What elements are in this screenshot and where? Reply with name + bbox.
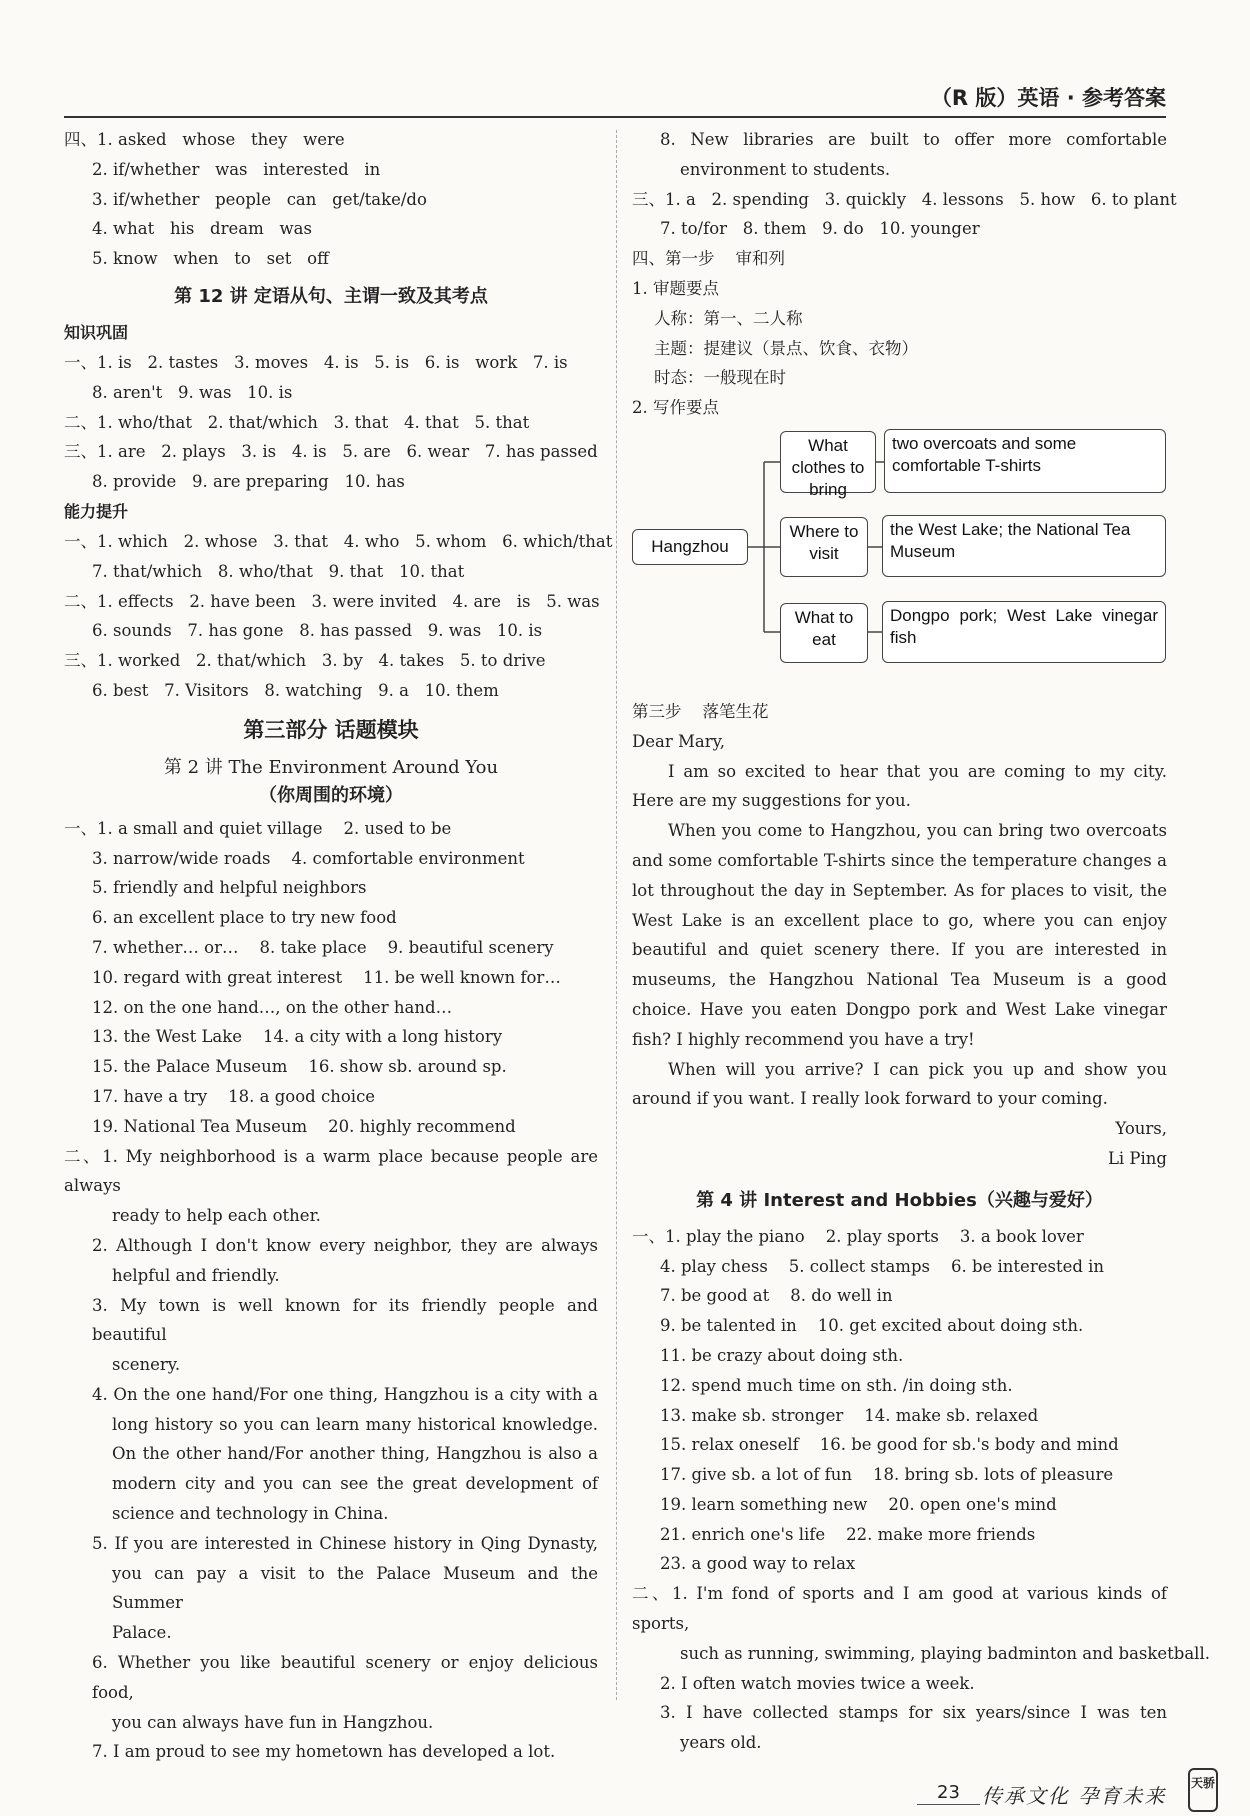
answer-line: 12. spend much time on sth. /in doing sth.: [660, 1375, 1013, 1395]
page-number: 23: [937, 1782, 960, 1803]
step-3-heading: 第三步 落笔生花: [632, 701, 769, 721]
answer-line: ready to help each other.: [112, 1206, 321, 1226]
answer-line: 二、1. effects 2. have been 3. were invited 4. are is 5. was: [64, 591, 600, 611]
page-header: [64, 82, 1166, 118]
lesson-4-title: 第 4 讲 Interest and Hobbies（兴趣与爱好）: [696, 1189, 1103, 1211]
answer-line: scenery.: [112, 1355, 181, 1375]
right-column: [632, 125, 1210, 1758]
answer-line: 7. I am proud to see my hometown has developed a lot.: [92, 1742, 556, 1762]
answer-line: 17. give sb. a lot of fun 18. bring sb. lots of pleasure: [660, 1465, 1114, 1485]
answer-line: 8. New libraries are built to offer more comfortable: [660, 130, 1167, 149]
answer-line: 12. on the one hand…, on the other hand…: [92, 997, 453, 1017]
answer-line: 3. narrow/wide roads 4. comfortable environment: [92, 848, 525, 868]
answer-line: 3. if/whether people can get/take/do: [92, 189, 427, 209]
answer-line: science and technology in China.: [112, 1504, 389, 1524]
root-node: Hangzhou: [632, 529, 748, 565]
answer-line: 9. be talented in 10. get excited about doing sth.: [660, 1316, 1084, 1336]
person-note: 人称：第一、二人称: [654, 308, 803, 328]
answer-line: 7. whether… or… 8. take place 9. beautiful scenery: [92, 937, 554, 957]
answer-line: 8. provide 9. are preparing 10. has: [92, 472, 405, 492]
answer-line: 11. be crazy about doing sth.: [660, 1345, 904, 1365]
publisher-slogan: 传承文化 孕育未来: [982, 1784, 1167, 1808]
answer-line: 5. If you are interested in Chinese history in Qing Dynasty,: [92, 1533, 598, 1553]
answer-line: 一、1. a small and quiet village 2. used to be: [64, 818, 452, 838]
answer-line: 三、1. a 2. spending 3. quickly 4. lessons 5. how 6. to plant: [632, 189, 1177, 209]
answer-line: 21. enrich one's life 22. make more friends: [660, 1524, 1036, 1544]
answer-line: 4. On the one hand/For one thing, Hangzhou is a city with a: [92, 1384, 598, 1404]
answer-line: 19. National Tea Museum 20. highly recommend: [92, 1116, 516, 1136]
answer-line: 三、1. are 2. plays 3. is 4. is 5. are 6. wear 7. has passed: [64, 442, 598, 462]
answer-line: 一、1. is 2. tastes 3. moves 4. is 5. is 6. is work 7. is: [64, 352, 568, 372]
header-title: （R 版）英语 · 参考答案: [930, 86, 1166, 110]
column-divider: [616, 130, 617, 1700]
answer-line: 6. best 7. Visitors 8. watching 9. a 10. them: [92, 680, 499, 700]
answer-line: you can always have fun in Hangzhou.: [112, 1712, 434, 1732]
answer-line: modern city and you can see the great development of: [112, 1474, 598, 1494]
publisher-logo: 天骄: [1188, 1768, 1218, 1812]
analysis-heading: 1. 审题要点: [632, 278, 719, 298]
answer-line: 4. what his dream was: [92, 219, 312, 239]
step-1-heading: 四、第一步 审和列: [632, 249, 785, 269]
answer-line: 5. know when to set off: [92, 249, 329, 269]
answer-line: 一、1. play the piano 2. play sports 3. a book lover: [632, 1226, 1084, 1246]
question-node: What to eat: [780, 603, 868, 663]
answer-line: 10. regard with great interest 11. be well known for…: [92, 967, 561, 987]
answer-line: long history so you can learn many historical knowledge.: [112, 1414, 598, 1434]
answer-line: 7. be good at 8. do well in: [660, 1286, 893, 1306]
answer-line: 15. relax oneself 16. be good for sb.'s body and mind: [660, 1435, 1119, 1455]
answer-line: 4. play chess 5. collect stamps 6. be interested in: [660, 1256, 1105, 1276]
answer-line: 三、1. worked 2. that/which 3. by 4. takes 5. to drive: [64, 651, 546, 671]
lesson-12-title: 第 12 讲 定语从句、主谓一致及其考点: [174, 285, 488, 307]
letter-paragraph: When you come to Hangzhou, you can bring two overcoats and some comfortable T-shirts since the temperature changes a lot throughout the day in September. As for places to visit, the West Lake is an excellent place to go, where you can enjoy beautiful and quiet scenery there. If you are interested in museums, the Hangzhou National Tea Museum is a good choice. Have you eaten Dongpo pork and West Lake vinegar fish? I highly recommend you have a try!: [632, 821, 1167, 1049]
answer-line: years old.: [680, 1733, 762, 1753]
answer-line: 3. My town is well known for its friendly people and beautiful: [92, 1295, 598, 1345]
letter-paragraph: I am so excited to hear that you are coming to my city. Here are my suggestions for you.: [632, 761, 1167, 811]
answer-line: helpful and friendly.: [112, 1265, 280, 1285]
writing-points-heading: 2. 写作要点: [632, 398, 719, 418]
theme-note: 主题：提建议（景点、饮食、衣物）: [654, 338, 918, 358]
letter-closing: Yours,: [1115, 1119, 1167, 1139]
subhead-zhishi: 知识巩固: [64, 322, 129, 342]
answer-line: 一、1. which 2. whose 3. that 4. who 5. whom 6. which/that: [64, 531, 613, 551]
answer-line: On the other hand/For another thing, Hangzhou is also a: [112, 1444, 598, 1464]
answer-line: 5. friendly and helpful neighbors: [92, 878, 367, 898]
lesson-2-title: 第 2 讲 The Environment Around You: [163, 756, 499, 778]
answer-line: you can pay a visit to the Palace Museum and the Summer: [112, 1563, 598, 1613]
answer-line: 23. a good way to relax: [660, 1554, 856, 1574]
answer-line: such as running, swimming, playing badminton and basketball.: [680, 1643, 1210, 1663]
question-node: What clothes to bring: [780, 431, 876, 493]
answer-line: Palace.: [112, 1623, 172, 1643]
answer-line: 2. I often watch movies twice a week.: [660, 1673, 975, 1693]
letter-greeting: Dear Mary,: [632, 731, 725, 751]
answer-node: two overcoats and some comfortable T-shirts: [884, 429, 1166, 493]
answer-line: 2. Although I don't know every neighbor, they are always: [92, 1235, 598, 1255]
answer-line: 二、1. who/that 2. that/which 3. that 4. that 5. that: [64, 412, 530, 432]
answer-line: 2. if/whether was interested in: [92, 159, 381, 179]
answer-line: 3. I have collected stamps for six years/since I was ten: [660, 1703, 1167, 1723]
answer-line: 15. the Palace Museum 16. show sb. around sp.: [92, 1057, 507, 1077]
tense-note: 时态：一般现在时: [654, 368, 786, 388]
part-3-title: 第三部分 话题模块: [243, 717, 419, 742]
answer-node: Dongpo pork; West Lake vinegar fish: [882, 601, 1166, 663]
answer-line: 四、1. asked whose they were: [64, 130, 345, 149]
answer-line: 6. sounds 7. has gone 8. has passed 9. was 10. is: [92, 621, 543, 641]
answer-node: the West Lake; the National Tea Museum: [882, 515, 1166, 577]
question-node: Where to visit: [780, 517, 868, 577]
answer-line: 13. the West Lake 14. a city with a long history: [92, 1027, 503, 1047]
answer-line: 二、1. My neighborhood is a warm place because people are always: [64, 1146, 598, 1196]
answer-line: 19. learn something new 20. open one's mind: [660, 1494, 1057, 1514]
answer-line: 7. that/which 8. who/that 9. that 10. that: [92, 561, 465, 581]
answer-line: 6. an excellent place to try new food: [92, 908, 397, 928]
writing-mind-map: [632, 427, 1167, 695]
subhead-nengli: 能力提升: [64, 501, 129, 521]
letter-signature: Li Ping: [1107, 1148, 1167, 1168]
letter-paragraph: When will you arrive? I can pick you up and show you around if you want. I really look forward to your coming.: [632, 1059, 1167, 1109]
left-column: [64, 125, 613, 1767]
answer-line: environment to students.: [680, 159, 891, 179]
lesson-2-subtitle: （你周围的环境）: [259, 784, 403, 806]
answer-line: 13. make sb. stronger 14. make sb. relaxed: [660, 1405, 1039, 1425]
answer-line: 8. aren't 9. was 10. is: [92, 382, 293, 402]
answer-line: 17. have a try 18. a good choice: [92, 1086, 376, 1106]
answer-line: 7. to/for 8. them 9. do 10. younger: [660, 219, 980, 239]
answer-line: 二、1. I'm fond of sports and I am good at various kinds of sports,: [632, 1584, 1167, 1634]
answer-line: 6. Whether you like beautiful scenery or enjoy delicious food,: [92, 1653, 598, 1702]
